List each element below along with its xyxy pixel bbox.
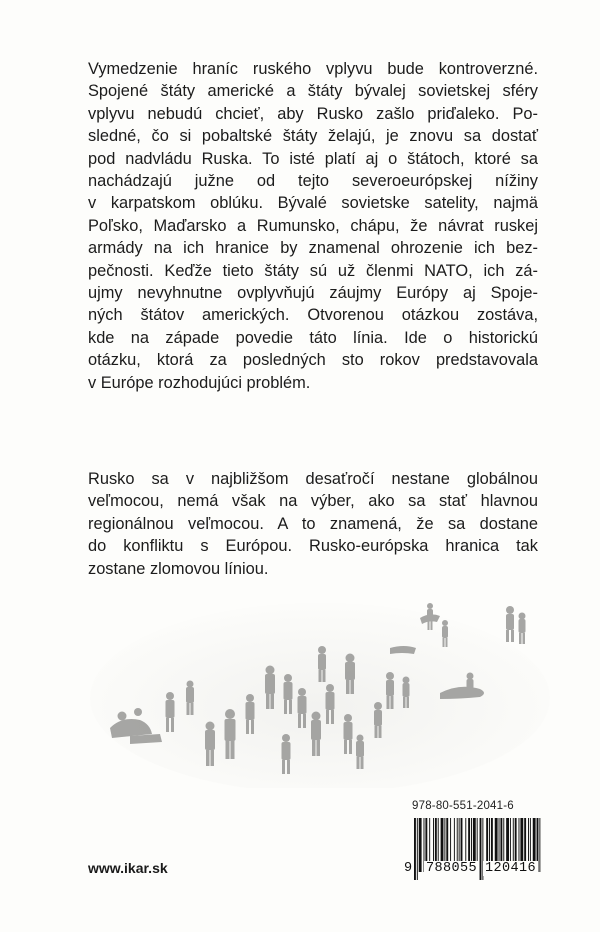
paragraph-line: otázku, ktorá za posledných sto rokov predstavovala (88, 351, 538, 370)
paragraph-line: zostane zlomovou líniou. (88, 559, 269, 578)
crowd-on-snow-photo (90, 588, 550, 788)
paragraph-line: ných štátov amerických. Otvorenou otázkou zostáva, (88, 306, 538, 325)
paragraph-line: kde na západe povedie táto línia. Ide o historickú (88, 328, 538, 347)
paragraph-line: ujmy nevyhnutne ovplyvňujú záujmy Európy aj Spoje- (88, 284, 538, 303)
blurb-paragraph-2 (88, 468, 538, 580)
barcode-group-1: 788055 (426, 860, 478, 876)
paragraph-line: do konfliktu s Európou. Rusko-európska hranica tak (88, 537, 538, 556)
paragraph-line: nachádzajú južne od tejto severoeurópskej nížiny (88, 172, 538, 191)
paragraph-line: v karpatskom oblúku. Bývalé sovietske satelity, najmä (88, 194, 538, 213)
paragraph-line: Poľsko, Maďarsko a Rumunsko, chápu, že návrat ruskej (88, 216, 538, 235)
paragraph-line: armády na ich hranice by znamenal ohrozenie ich bez- (88, 239, 538, 258)
paragraph-line: vplyvu nebudú chcieť, aby Rusko zašlo priďaleko. Po- (88, 104, 538, 123)
publisher-website: www.ikar.sk (88, 860, 168, 876)
blurb-paragraph-1 (88, 58, 538, 394)
paragraph-line: veľmocou, nemá však na výber, ako sa stať hlavnou (88, 492, 538, 511)
paragraph-line: sledné, čo si pobaltské štáty želajú, je znovu sa dostať (88, 127, 538, 146)
barcode-digits (404, 858, 588, 878)
paragraph-line: Rusko sa v najbližšom desaťročí nestane globálnou (88, 470, 538, 488)
paragraph-line: pod nadvládu Ruska. To isté platí aj o štátoch, ktoré sa (88, 149, 538, 168)
barcode-group-2: 120416 (485, 860, 537, 876)
paragraph-line: Vymedzenie hraníc ruského vplyvu bude kontroverzné. (88, 60, 538, 78)
isbn-number: 978-80-551-2041-6 (412, 800, 514, 812)
paragraph-line: Spojené štáty americké a štáty bývalej sovietskej sféry (88, 82, 538, 101)
paragraph-line: v Európe rozhodujúci problém. (88, 373, 311, 392)
paragraph-line: pečnosti. Keďže tieto štáty sú už členmi NATO, ich zá- (88, 261, 538, 280)
barcode-first-digit: 9 (404, 860, 413, 876)
paragraph-line: regionálnou veľmocou. A to znamená, že sa dostane (88, 514, 538, 533)
